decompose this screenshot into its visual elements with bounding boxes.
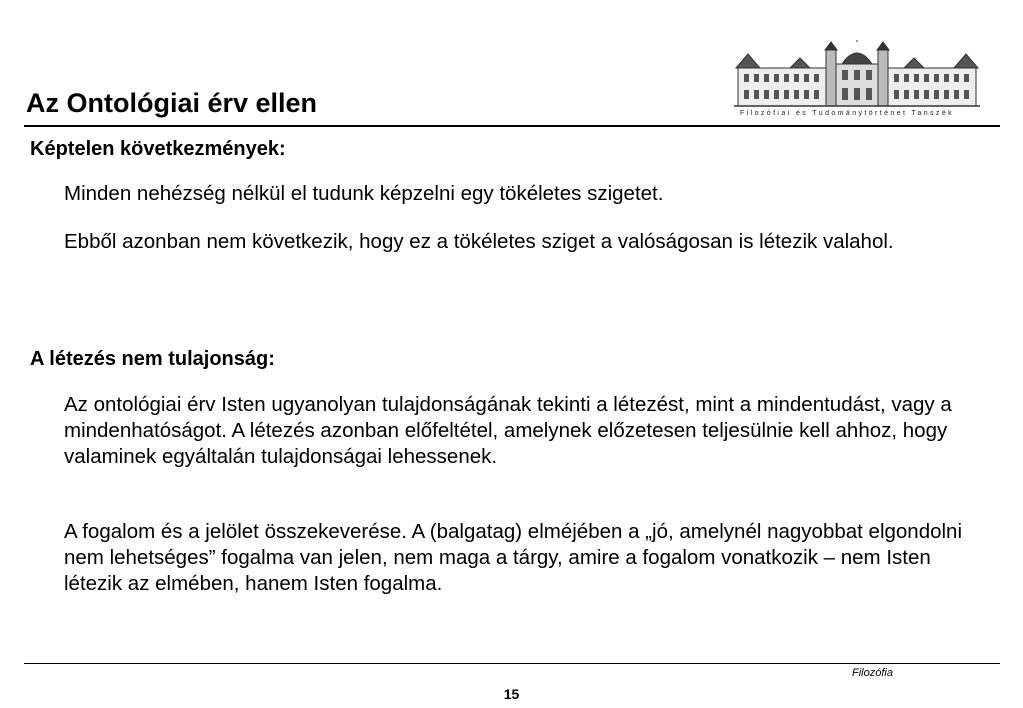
footer-label: Filozófia xyxy=(852,667,893,679)
section-paragraph: A fogalom és a jelölet összekeverése. A (balgatag) elméjében a „jó, amelynél nagyobbat elgondolni nem lehetséges” fogalma van jelen, nem maga a tárgy, amire a fogalom vonatkozik – nem Isten létezik az elmében, hanem Isten fogalma. xyxy=(64,520,963,595)
section-heading: A létezés nem tulajonság: xyxy=(30,348,275,370)
title-divider xyxy=(24,125,1000,127)
department-caption: Filozófiai és Tudománytörténet Tanszék xyxy=(740,110,955,117)
footer-divider xyxy=(24,663,1000,664)
section-paragraph: Ebből azonban nem következik, hogy ez a tökéletes sziget a valóságosan is létezik valahol. xyxy=(64,230,894,253)
page-number: 15 xyxy=(503,686,520,702)
building-illustration-icon xyxy=(730,40,984,118)
section-heading: Képtelen következmények: xyxy=(30,138,286,160)
section-paragraph: Az ontológiai érv Isten ugyanolyan tulajdonságának tekinti a létezést, mint a mindentudást, vagy a mindenhatóságot. A létezés azonban előfeltétel, amelynek előzetesen teljesülnie kell ahhoz, hogy valaminek egyáltalán tulajdonságai lehessenek. xyxy=(64,393,952,468)
section-paragraph: Minden nehézség nélkül el tudunk képzelni egy tökéletes szigetet. xyxy=(64,182,664,205)
university-building-logo xyxy=(730,40,984,118)
slide-title: Az Ontológiai érv ellen xyxy=(26,88,318,118)
